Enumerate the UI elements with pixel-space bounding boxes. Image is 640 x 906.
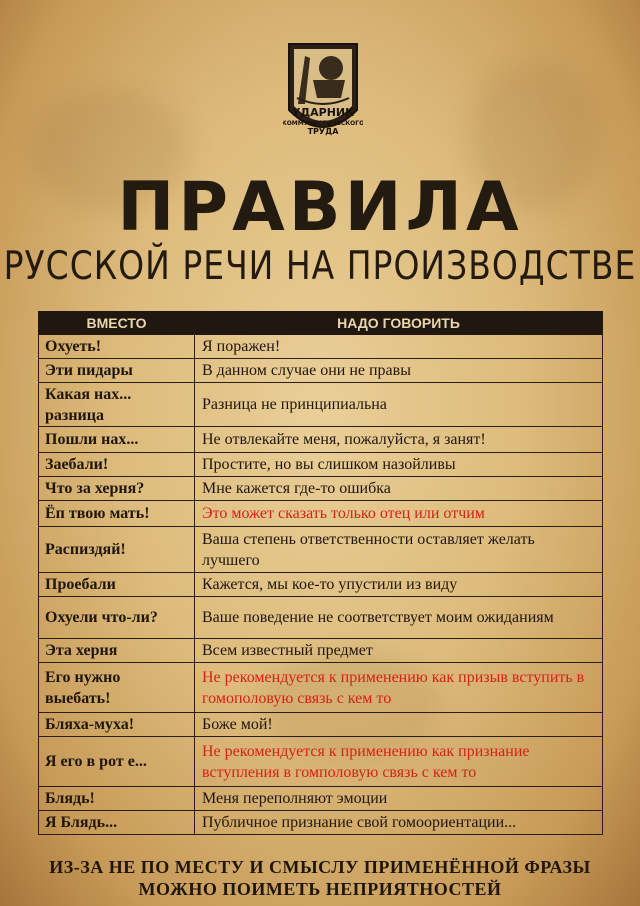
say-cell: Ваша степень ответственности оставляет желать лучшего	[195, 527, 603, 573]
instead-cell: Эти пидары	[39, 359, 195, 383]
say-cell: Разница не принципиальна	[195, 383, 603, 427]
instead-cell: Ёп твою мать!	[39, 501, 195, 527]
instead-cell: Я его в рот е...	[39, 737, 195, 787]
instead-cell: Проебали	[39, 573, 195, 597]
table-row	[39, 573, 603, 597]
table-row	[39, 477, 603, 501]
table-row	[39, 811, 603, 835]
say-cell: Не рекомендуется к применению как признание вступления в гомполовую связь с кем то	[195, 737, 603, 787]
page-subtitle: РУССКОЙ РЕЧИ НА ПРОИЗВОДСТВЕ	[3, 242, 637, 289]
say-cell: Ваше поведение не соответствует моим ожиданиям	[195, 597, 603, 639]
footer-line-2: МОЖНО ПОИМЕТЬ НЕПРИЯТНОСТЕЙ	[138, 879, 502, 899]
table-row	[39, 453, 603, 477]
instead-cell: Охуеть!	[39, 335, 195, 359]
column-header-instead: ВМЕСТО	[39, 312, 195, 335]
say-cell: Не рекомендуется к применению как призыв вступить в гомополовую связь с кем то	[195, 663, 603, 713]
table-row	[39, 597, 603, 639]
instead-cell: Бляха-муха!	[39, 713, 195, 737]
instead-cell: Я Блядь...	[39, 811, 195, 835]
instead-cell: Какая нах... разница	[39, 383, 195, 427]
table-row	[39, 713, 603, 737]
say-cell: Кажется, мы кое-то упустили из виду	[195, 573, 603, 597]
footer-line-1: ИЗ-ЗА НЕ ПО МЕСТУ И СМЫСЛУ ПРИМЕНЁННОЙ ФРАЗЫ	[49, 857, 591, 877]
say-cell: Меня переполняют эмоции	[195, 787, 603, 811]
footer-warning	[0, 856, 640, 900]
say-cell: Боже мой!	[195, 713, 603, 737]
say-cell: Не отвлекайте меня, пожалуйста, я занят!	[195, 427, 603, 453]
table-row	[39, 737, 603, 787]
column-header-say: НАДО ГОВОРИТЬ	[195, 312, 603, 335]
table-row	[39, 335, 603, 359]
table-row	[39, 501, 603, 527]
table-row	[39, 663, 603, 713]
say-cell: В данном случае они не правы	[195, 359, 603, 383]
table-row	[39, 383, 603, 427]
emblem-line1: УДАРНИК	[291, 106, 355, 119]
say-cell: Это может сказать только отец или отчим	[195, 501, 603, 527]
table-row	[39, 359, 603, 383]
emblem-line2: КОММУНИСТИЧЕСКОГО	[283, 120, 363, 127]
instead-cell: Блядь!	[39, 787, 195, 811]
instead-cell: Эта херня	[39, 639, 195, 663]
say-cell: Публичное признание свой гомоориентации...	[195, 811, 603, 835]
say-cell: Я поражен!	[195, 335, 603, 359]
table-row	[39, 787, 603, 811]
instead-cell: Пошли нах...	[39, 427, 195, 453]
say-cell: Простите, но вы слишком назойливы	[195, 453, 603, 477]
table-row	[39, 427, 603, 453]
instead-cell: Заебали!	[39, 453, 195, 477]
instead-cell: Его нужно выебать!	[39, 663, 195, 713]
table-row	[39, 527, 603, 573]
say-cell: Мне кажется где-то ошибка	[195, 477, 603, 501]
instead-cell: Охуели что-ли?	[39, 597, 195, 639]
say-cell: Всем известный предмет	[195, 639, 603, 663]
table-header-row	[39, 312, 603, 335]
emblem-graphic	[283, 40, 363, 148]
emblem-line3: ТРУДА	[307, 127, 339, 136]
table-row	[39, 639, 603, 663]
instead-cell: Что за херня?	[39, 477, 195, 501]
instead-cell: Распиздяй!	[39, 527, 195, 573]
page-title: ПРАВИЛА	[117, 168, 523, 247]
emblem-logo	[283, 40, 363, 148]
rules-table	[38, 311, 603, 835]
